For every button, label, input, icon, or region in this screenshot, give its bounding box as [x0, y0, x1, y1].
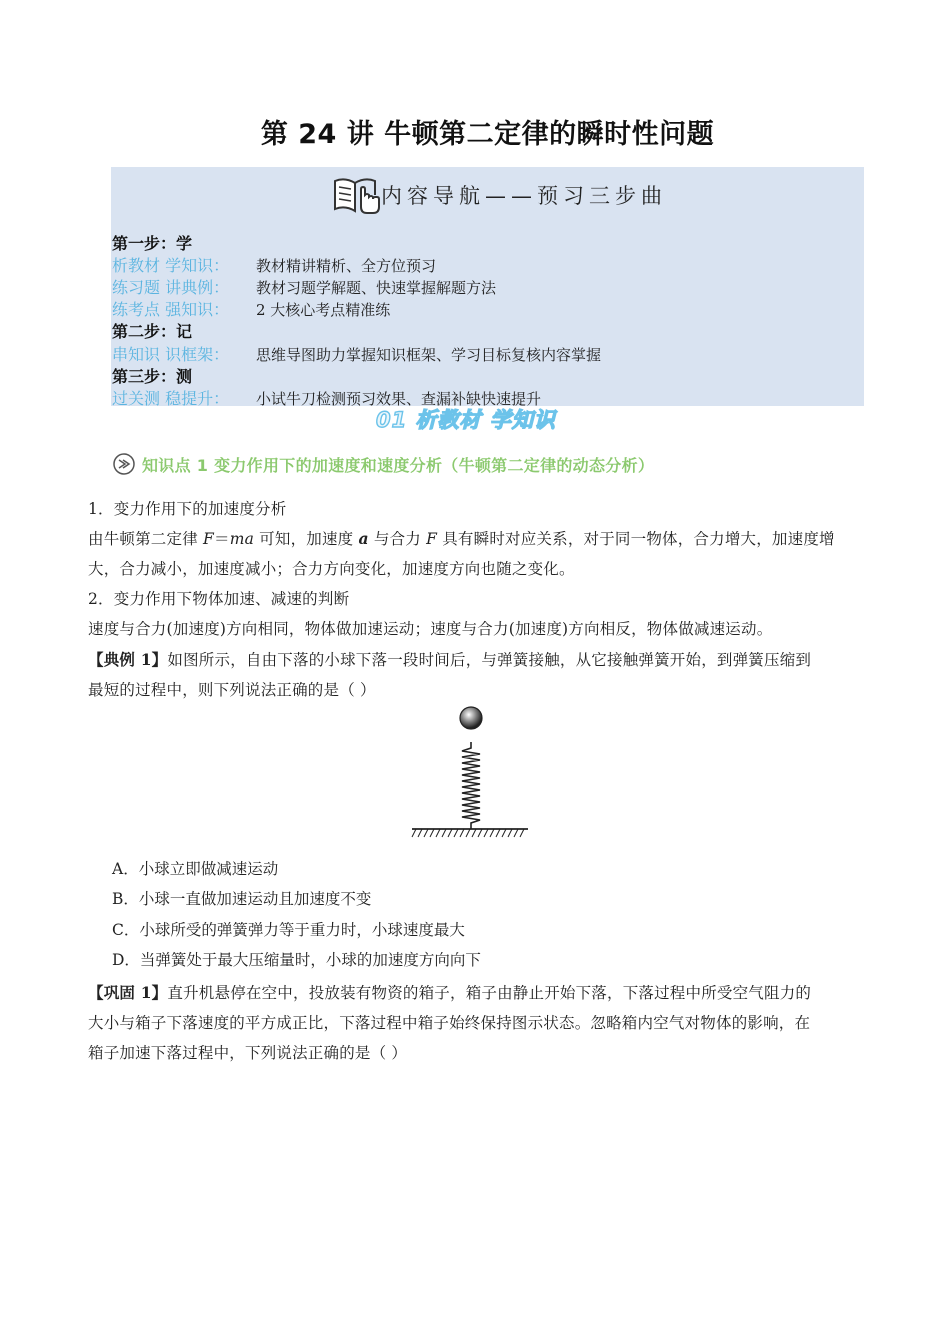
nav-row-key: 过关测 稳提升： [112, 389, 230, 408]
ball [460, 707, 482, 729]
content-navigation-box [111, 167, 864, 406]
circle-arrow-icon [112, 452, 136, 476]
nav-row-key: 串知识 识框架： [112, 345, 230, 364]
symbol-a: a [358, 529, 369, 548]
step-2-label: 第二步：记 [112, 322, 193, 341]
text: 如图所示，自由下落的小球下落一段时间后，与弹簧接触，从它接触弹簧开始，到弹簧压缩到 [167, 651, 812, 669]
text: 与合力 [368, 530, 427, 548]
nav-row-value: 教材习题学解题、快速掌握解题方法 [256, 279, 497, 297]
subheading-1: 1．变力作用下的加速度分析 [88, 500, 287, 518]
nav-row [112, 297, 390, 320]
step-1-label: 第一步：学 [112, 234, 193, 253]
exercise-1-line-1 [88, 981, 811, 1003]
text: 可知，加速度 [254, 530, 359, 548]
nav-row-key: 练习题 讲典例： [112, 278, 230, 297]
example-1-line-2: 最短的过程中，则下列说法正确的是（ ） [88, 681, 376, 699]
example-1-tag: 【典例 1】 [88, 650, 168, 669]
nav-row [112, 253, 436, 276]
example-1-line-1 [88, 648, 811, 670]
symbol-ma: ma [229, 530, 255, 548]
nav-row-value: 小试牛刀检测预习效果、查漏补缺快速提升 [256, 390, 542, 408]
nav-heading [331, 173, 667, 217]
subheading-2: 2．变力作用下物体加速、减速的判断 [88, 590, 350, 608]
option-b: B．小球一直做加速运动且加速度不变 [112, 890, 372, 908]
text: 直升机悬停在空中，投放装有物资的箱子，箱子由静止开始下落，下落过程中所受空气阻力的 [167, 984, 812, 1002]
paragraph-2: 速度与合力(加速度)方向相同，物体做加速运动；速度与合力(加速度)方向相反，物体做减速运动。 [88, 620, 773, 638]
book-pointer-icon [331, 173, 383, 217]
nav-row [112, 342, 601, 365]
nav-heading-text: 内容导航——预习三步曲 [381, 184, 667, 208]
paragraph-1-line-1 [88, 527, 835, 549]
text: 由牛顿第二定律 [88, 530, 204, 548]
step-3-label: 第三步：测 [112, 367, 193, 386]
nav-row-value: 教材精讲精析、全方位预习 [256, 257, 437, 275]
exercise-1-tag: 【巩固 1】 [88, 983, 168, 1002]
exercise-1-line-2: 大小与箱子下落速度的平方成正比，下落过程中箱子始终保持图示状态。忽略箱内空气对物体的影响，在 [88, 1014, 811, 1032]
exercise-1-line-3: 箱子加速下落过程中，下列说法正确的是（ ） [88, 1044, 408, 1062]
knowledge-point-heading [112, 452, 654, 476]
text: ＝ [214, 530, 230, 548]
option-a: A．小球立即做减速运动 [112, 860, 279, 878]
paragraph-1-line-2: 大，合力减小，加速度减小；合力方向变化，加速度方向也随之变化。 [88, 560, 575, 578]
option-d: D．当弹簧处于最大压缩量时，小球的加速度方向向下 [112, 951, 481, 969]
ball-spring-figure [410, 704, 530, 844]
page-title: 第 24 讲 牛顿第二定律的瞬时性问题 [260, 119, 715, 150]
nav-row [112, 275, 496, 298]
nav-row-value: 思维导图助力掌握知识框架、学习目标复核内容掌握 [256, 346, 602, 364]
spring [462, 742, 480, 829]
knowledge-point-title: 知识点 1 变力作用下的加速度和速度分析（牛顿第二定律的动态分析） [142, 455, 655, 475]
section-banner: 01 析教材 学知识 [376, 408, 556, 432]
symbol-F: F [203, 530, 214, 548]
symbol-F: F [426, 530, 438, 548]
nav-row-value: 2 大核心考点精准练 [256, 301, 391, 319]
nav-row-key: 析教材 学知识： [112, 256, 230, 275]
option-c: C．小球所受的弹簧弹力等于重力时，小球速度最大 [112, 921, 465, 939]
nav-row-key: 练考点 强知识： [112, 300, 230, 319]
ground-hatching [412, 829, 524, 837]
text: 具有瞬时对应关系，对于同一物体，合力增大，加速度增 [437, 530, 835, 548]
